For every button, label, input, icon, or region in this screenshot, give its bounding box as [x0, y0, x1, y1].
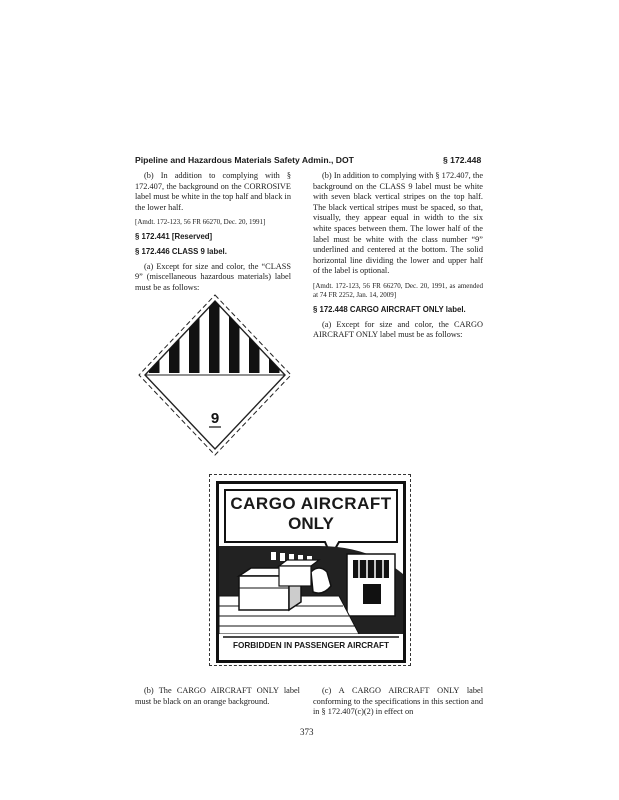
paragraph-448-c: (c) A CARGO AIRCRAFT ONLY label conforming to the specifications in this section and in § 172.407(c)(2) in effect on	[313, 686, 483, 717]
section-heading-172-441: § 172.441 [Reserved]	[135, 232, 213, 242]
citation: [Amdt. 172-123, 56 FR 66270, Dec. 20, 1991]	[135, 218, 266, 227]
cargo-label-footer: FORBIDDEN IN PASSENGER AIRCRAFT	[232, 641, 390, 650]
paragraph-446-a: (a) Except for size and color, the “CLASS 9” (miscellaneous hazardous materials) label must be as follows:	[135, 261, 291, 292]
running-header-section: § 172.448	[443, 155, 482, 165]
bottom-right-column	[313, 686, 483, 723]
class-number: 9	[210, 410, 220, 427]
cargo-aircraft-label	[216, 481, 406, 663]
page-number: 373	[300, 727, 314, 737]
class-9-label	[135, 293, 295, 459]
right-column	[313, 171, 483, 346]
paragraph-448-a: (a) Except for size and color, the CARGO AIRCRAFT ONLY label must be as follows:	[313, 319, 483, 340]
paragraph-446-b: (b) In addition to complying with § 172.407, the background on the CLASS 9 label must be white with seven black vertical stripes on the top half. The black vertical stripes must be spaced, so that, visually, they appear equal in width to the six white spaces between them. The lower half of the label must be white with the class number “9” underlined and centered at the bottom. The solid horizontal line dividing the lower and upper half of the label is optional.	[313, 171, 483, 276]
bottom-left-column	[135, 686, 300, 712]
section-heading-172-448: § 172.448 CARGO AIRCRAFT ONLY label.	[313, 304, 466, 314]
citation: [Amdt. 172-123, 56 FR 66270, Dec. 20, 1991, as amended at 74 FR 2252, Jan. 14, 2009]	[313, 281, 483, 299]
running-header-left: Pipeline and Hazardous Materials Safety Admin., DOT	[135, 155, 354, 165]
section-heading-172-446: § 172.446 CLASS 9 label.	[135, 246, 227, 256]
cargo-label-title-line2: ONLY	[288, 514, 334, 533]
left-column	[135, 171, 291, 298]
cargo-label-title-line1: CARGO AIRCRAFT	[230, 494, 392, 513]
paragraph-448-b: (b) The CARGO AIRCRAFT ONLY label must be black on an orange background.	[135, 686, 300, 706]
paragraph-corrosive-b: (b) In addition to complying with § 172.407, the background on the CORROSIVE label must be white in the top half and black in the lower half.	[135, 171, 291, 212]
